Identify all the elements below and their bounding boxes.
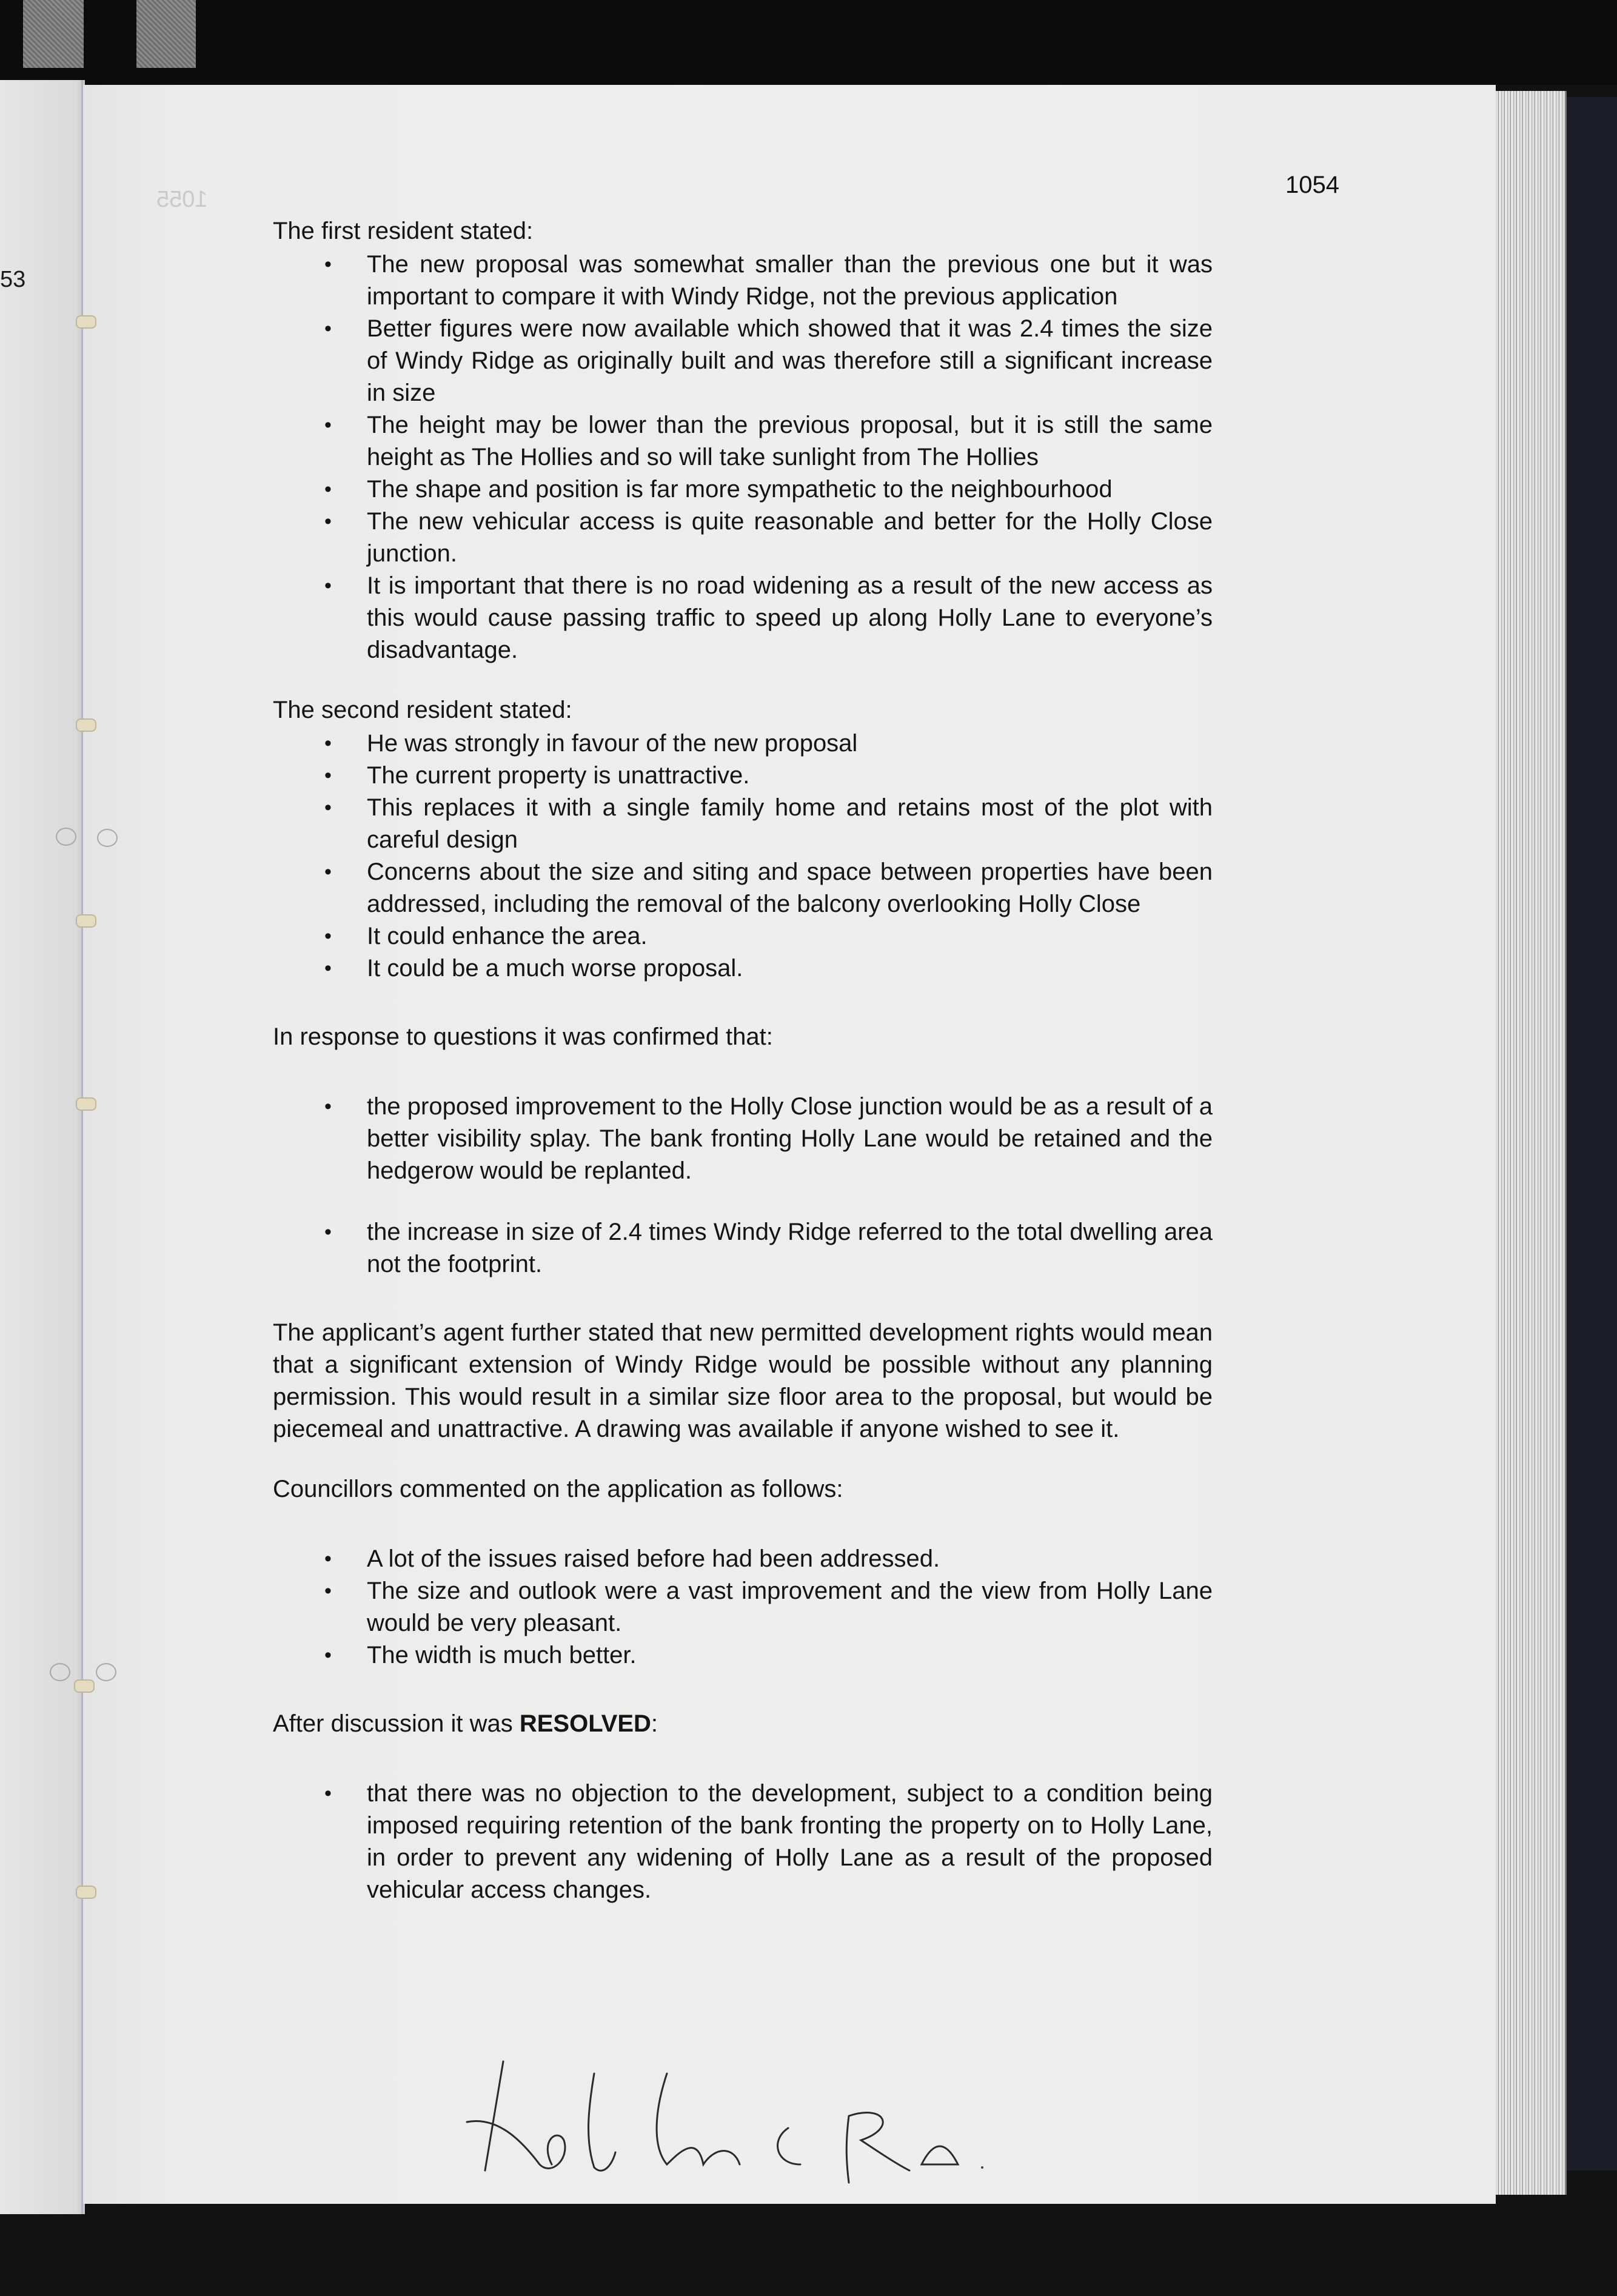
- list-item: • He was strongly in favour of the new proposal: [273, 728, 1213, 760]
- signature-stroke: [778, 2128, 800, 2164]
- previous-page-number: 53: [0, 267, 26, 292]
- bullet-icon: •: [324, 413, 332, 437]
- bullet-icon: •: [324, 925, 332, 948]
- signature-stroke: [589, 2073, 615, 2170]
- list-item: • It is important that there is no road widening as a result of the new access as this would cause passing traffic to speed up along Holly Lane to everyone’s disadvantage.: [273, 570, 1213, 666]
- list-item: • that there was no objection to the development, subject to a condition being imposed requiring retention of the bank fronting the property on to Holly Lane, in order to prevent any widening of Holly Lane as a result of the proposed vehicular access changes.: [273, 1778, 1213, 1906]
- resolved-label: RESOLVED: [519, 1710, 651, 1737]
- bullet-icon: •: [324, 317, 332, 340]
- signature-dot: [981, 2166, 983, 2169]
- bullet-icon: •: [324, 1644, 332, 1667]
- handwritten-signature: [412, 2049, 1231, 2189]
- councillors-list: [273, 1543, 1213, 1672]
- resolution-list: [273, 1778, 1213, 1906]
- stacked-page-edges: [1496, 91, 1567, 2195]
- list-item: • Concerns about the size and siting and space between properties have been addressed, including the removal of the balcony overlooking Holly Close: [273, 856, 1213, 920]
- questions-list: [273, 1091, 1213, 1280]
- list-item: • The current property is unattractive.: [273, 760, 1213, 792]
- binder-tab: [136, 0, 196, 68]
- bullet-icon: •: [324, 574, 332, 597]
- punch-hole: [96, 1663, 116, 1681]
- bullet-icon: •: [324, 732, 332, 755]
- page-number: 1054: [1285, 172, 1339, 198]
- first-resident-heading: The first resident stated:: [273, 218, 534, 244]
- bullet-icon: •: [324, 478, 332, 501]
- binder-ring: [76, 1097, 96, 1111]
- signature-stroke: [467, 2121, 565, 2168]
- punch-hole: [56, 828, 76, 846]
- bullet-icon: •: [324, 1782, 332, 1805]
- bullet-icon: •: [324, 1095, 332, 1118]
- bullet-icon: •: [324, 764, 332, 787]
- list-item: • Better figures were now available which showed that it was 2.4 times the size of Windy Ridge as originally built and was therefore still a significant increase in size: [273, 313, 1213, 409]
- previous-page-edge: [0, 80, 85, 2214]
- punch-hole: [50, 1663, 70, 1681]
- binder-ring: [74, 1679, 95, 1693]
- binder-ring: [76, 914, 96, 928]
- list-item: • This replaces it with a single family home and retains most of the plot with careful design: [273, 792, 1213, 856]
- second-resident-list: [273, 728, 1213, 985]
- binder-cover-right: [1565, 97, 1617, 2170]
- binder-tab: [23, 0, 84, 68]
- bullet-icon: •: [324, 1579, 332, 1602]
- resolution-heading: After discussion it was RESOLVED:: [273, 1710, 658, 1737]
- questions-heading: In response to questions it was confirmed that:: [273, 1023, 773, 1050]
- councillors-heading: Councillors commented on the application as follows:: [273, 1476, 843, 1502]
- signature-stroke: [922, 2146, 958, 2164]
- binder-ring: [76, 315, 96, 329]
- signature-stroke: [657, 2073, 740, 2164]
- second-resident-heading: The second resident stated:: [273, 697, 572, 723]
- list-item: • A lot of the issues raised before had been addressed.: [273, 1543, 1213, 1575]
- list-item: • the proposed improvement to the Holly Close junction would be as a result of a better visibility splay. The bank fronting Holly Lane would be retained and the hedgerow would be replanted.: [273, 1091, 1213, 1187]
- agent-statement: The applicant’s agent further stated that new permitted development rights would mean that a significant extension of Windy Ridge would be possible without any planning permission. This would result in a similar size floor area to the proposal, but would be piecemeal and unattractive. A drawing was available if anyone wished to see it.: [273, 1319, 1213, 1442]
- binder-ring: [76, 718, 96, 732]
- bullet-icon: •: [324, 510, 332, 533]
- bullet-icon: •: [324, 1547, 332, 1570]
- binder-ring: [76, 1886, 96, 1899]
- list-item: • The width is much better.: [273, 1639, 1213, 1672]
- bullet-icon: •: [324, 860, 332, 883]
- first-resident-list: [273, 249, 1213, 666]
- list-item: • the increase in size of 2.4 times Windy Ridge referred to the total dwelling area not the footprint.: [273, 1216, 1213, 1280]
- punch-hole: [97, 829, 118, 847]
- bullet-icon: •: [324, 957, 332, 980]
- list-item: • It could enhance the area.: [273, 920, 1213, 952]
- list-item: • The new proposal was somewhat smaller than the previous one but it was important to compare it with Windy Ridge, not the previous application: [273, 249, 1213, 313]
- list-item: • The size and outlook were a vast improvement and the view from Holly Lane would be very pleasant.: [273, 1575, 1213, 1639]
- bullet-icon: •: [324, 253, 332, 276]
- list-item: • The shape and position is far more sympathetic to the neighbourhood: [273, 474, 1213, 506]
- list-item: • The new vehicular access is quite reasonable and better for the Holly Close junction.: [273, 506, 1213, 570]
- list-item: • The height may be lower than the previous proposal, but it is still the same height as The Hollies and so will take sunlight from The Hollies: [273, 409, 1213, 474]
- minutes-body: [273, 215, 1213, 1906]
- show-through-page-number: 1055: [156, 187, 208, 212]
- signature-stroke: [846, 2113, 909, 2183]
- list-item: • It could be a much worse proposal.: [273, 952, 1213, 985]
- bullet-icon: •: [324, 1220, 332, 1243]
- binder-cover-top: [0, 0, 1617, 85]
- bullet-icon: •: [324, 796, 332, 819]
- signature-stroke: [485, 2061, 503, 2170]
